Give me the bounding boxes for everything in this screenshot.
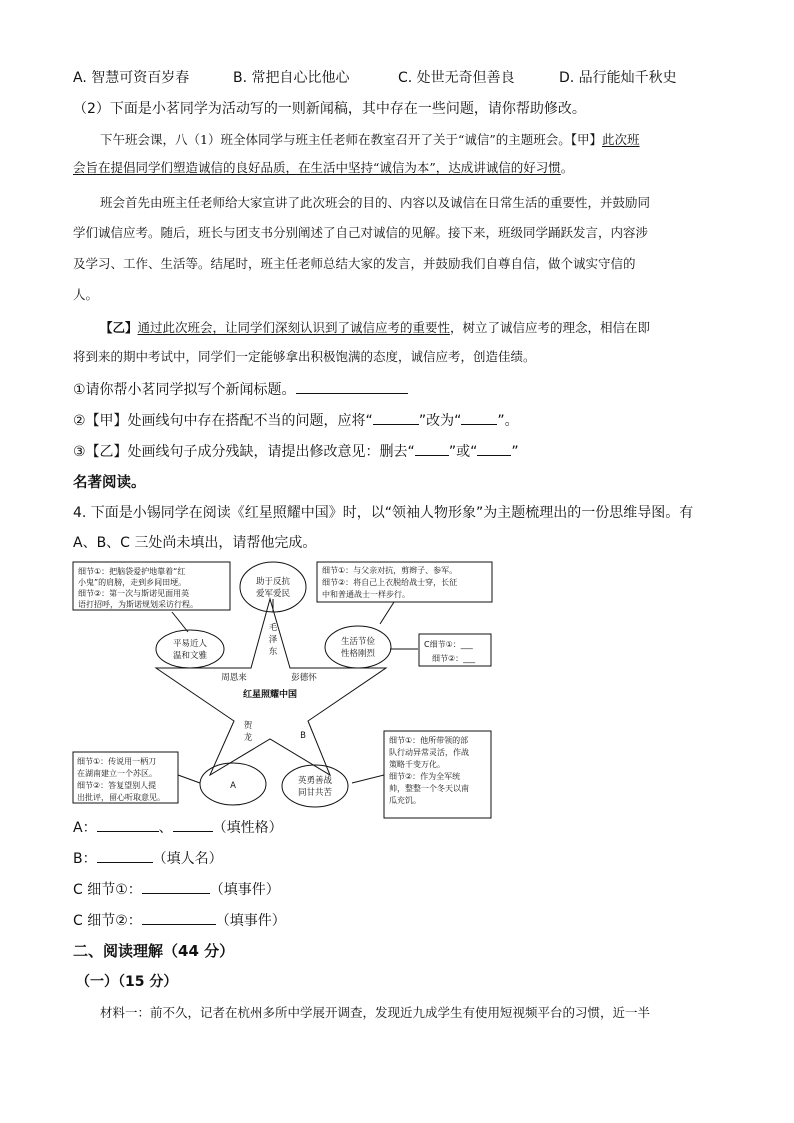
news-paragraph-2-line-3: 及学习、工作、生活等。结尾时，班主任老师总结大家的发言，并鼓励我们自尊自信，做个诚实守信的: [73, 256, 636, 271]
task-3: ③【乙】处画线句子成分残缺，请提出修改意见：删去“ ”或“ ”: [73, 441, 519, 462]
trait-peng-1: 生活节俭: [340, 637, 376, 647]
connector-he: [178, 775, 200, 783]
news-paragraph-2-line-1: 班会首先由班主任老师给大家宣讲了此次班会的目的、内容以及诚信在日常生活的重要性，并鼓励同: [100, 195, 651, 210]
detail-mao-1: 细节①：与父亲对抗，剪辫子、参军。: [322, 566, 458, 575]
option-b: B. 常把自心比他心: [233, 70, 350, 86]
jia-underlined-sentence: 会旨在提倡同学们塑造诚信的良好品质，在生活中坚持“诚信为本”，达成讲诚信的好习惯: [73, 160, 561, 175]
leader-b-label: B: [300, 731, 306, 741]
material-one-line: 材料一：前不久，记者在杭州多所中学展开调查，发现近九成学生有使用短视频平台的习惯，近一半: [100, 1005, 651, 1020]
news-paragraph-1-line-2: 会旨在提倡同学们塑造诚信的良好品质，在生活中坚持“诚信为本”，达成讲诚信的好习惯。: [73, 160, 574, 175]
option-a: A. 智慧可资百岁春: [73, 70, 190, 86]
news-paragraph-3-line-1: 【乙】通过此次班会，让同学们深刻认识到了诚信应考的重要性，树立了诚信应考的理念，相信在即: [100, 320, 651, 335]
news-paragraph-3-line-2: 将到来的期中考试中，同学们一定能够拿出积极饱满的态度，诚信应考，创造佳绩。: [73, 349, 536, 364]
detail-he-4: 出批评，留心听取意见。: [77, 793, 165, 802]
connector-zhou: [172, 612, 188, 632]
section-reading-heading: 二、阅读理解（44 分）: [73, 942, 235, 960]
trait-b-1: 英勇善战: [297, 776, 333, 786]
detail-he-3: 细节②：答复望别人提: [77, 781, 157, 790]
leader-mao-char-3: 东: [268, 647, 278, 657]
detail-he-1: 细节①：传说用一柄刀: [77, 757, 157, 766]
detail-zhou-3: 细节②：第一次与斯诺见面用英: [78, 589, 190, 598]
detail-mao-2: 细节②：将自己上衣脱给战士穿，长征: [322, 578, 458, 587]
detail-zhou-4: 语打招呼，为斯诺规划采访行程。: [78, 600, 198, 609]
detail-he-2: 在湖南建立一个苏区。: [77, 769, 157, 778]
center-book-title: 红星照耀中国: [242, 690, 298, 700]
detail-b-2: 队行动异常灵活，作战: [389, 748, 469, 757]
question-2-intro: （2）下面是小茗同学为活动写的一则新闻稿，其中存在一些问题，请你帮助修改。: [73, 101, 586, 117]
trait-a-label: A: [230, 781, 236, 791]
trait-b-2: 同甘共苦: [297, 788, 333, 798]
ellipse-zhou-trait: [156, 630, 224, 668]
task-1: ①请你帮小茗同学拟写个新闻标题。: [73, 379, 408, 400]
answer-a-line: A： 、 （填性格）: [73, 817, 283, 838]
answer-a-blank-1[interactable]: [97, 817, 159, 832]
leader-peng-label: 彭德怀: [291, 673, 317, 683]
leader-mao-char-2: 泽: [268, 635, 278, 645]
yi-underlined-sentence: 通过此次班会，让同学们深刻认识到了诚信应考的重要性: [137, 320, 451, 335]
leader-he-char-1: 贺: [243, 721, 253, 731]
answer-a-blank-2[interactable]: [173, 817, 213, 832]
trait-zhou-1: 平易近人: [172, 639, 208, 649]
answer-c2-line: C 细节②： （填事件）: [73, 910, 286, 931]
news-paragraph-2-line-2: 学们诚信应考。随后，班长与团支书分别阐述了自己对诚信的见解。接下来，班级同学踊跃发言，内容涉: [73, 225, 649, 240]
answer-c1-blank[interactable]: [142, 879, 210, 894]
question-4-line-1: 4. 下面是小锡同学在阅读《红星照耀中国》时，以“领袖人物形象”为主题梳理出的一份思维导图。有: [73, 505, 694, 521]
jia-underlined-sentence-start: 此次班: [602, 132, 640, 147]
answer-c2-blank[interactable]: [142, 910, 216, 925]
detail-b-5: 帅，整整一个冬天以南: [389, 784, 469, 793]
news-paragraph-2-line-4: 人。: [73, 287, 99, 302]
detail-b-3: 策略千变万化。: [389, 760, 445, 769]
leader-he-char-2: 龙: [243, 733, 253, 743]
ellipse-peng-trait: [325, 626, 391, 668]
question-4-line-2: A、B、C 三处尚未填出，请帮他完成。: [73, 535, 317, 551]
task-2: ②【甲】处画线句中存在搭配不当的问题，应将“ ”改为“ ”。: [73, 410, 519, 431]
section-classics-heading: 名著阅读。: [73, 475, 146, 491]
ellipse-b-trait: [282, 765, 348, 807]
connector-peng-top: [380, 602, 394, 624]
answer-b-blank[interactable]: [97, 848, 153, 863]
option-c: C. 处世无奇但善良: [398, 70, 515, 86]
leader-mao-char-1: 毛: [268, 623, 278, 633]
detail-b-4: 细节②：作为全军统: [389, 772, 461, 781]
detail-b-6: 瓜充饥。: [389, 796, 421, 805]
connector-b: [352, 775, 384, 783]
answer-b-line: B： （填人名）: [73, 848, 223, 869]
trait-mao-2: 爱军爱民: [255, 589, 291, 599]
leader-zhou-label: 周恩来: [221, 673, 247, 683]
news-paragraph-1-line-1: 下午班会课，八（1）班全体同学与班主任老师在教室召开了关于“诚信”的主题班会。【甲】此次班: [100, 132, 640, 147]
part-one-heading: （一）（15 分）: [76, 974, 178, 990]
detail-mao-3: 中和普通战士一样步行。: [322, 590, 410, 599]
detail-b-1: 细节①：他所带领的部: [389, 736, 469, 745]
detail-c-1: C细节①：___: [424, 640, 473, 649]
detail-zhou-2: 小鬼”的肩膀，走到乡间田埂。: [78, 578, 187, 587]
trait-mao-1: 助于反抗: [255, 577, 291, 587]
detail-c-2: 细节②：___: [432, 654, 476, 663]
answer-c1-line: C 细节①： （填事件）: [73, 879, 280, 900]
option-d: D. 品行能灿千秋史: [559, 70, 677, 86]
trait-zhou-2: 温和文雅: [172, 651, 208, 661]
detail-zhou-1: 细节①：把脑袋爱护地靠着“红: [78, 567, 186, 576]
trait-peng-2: 性格刚烈: [340, 649, 376, 659]
